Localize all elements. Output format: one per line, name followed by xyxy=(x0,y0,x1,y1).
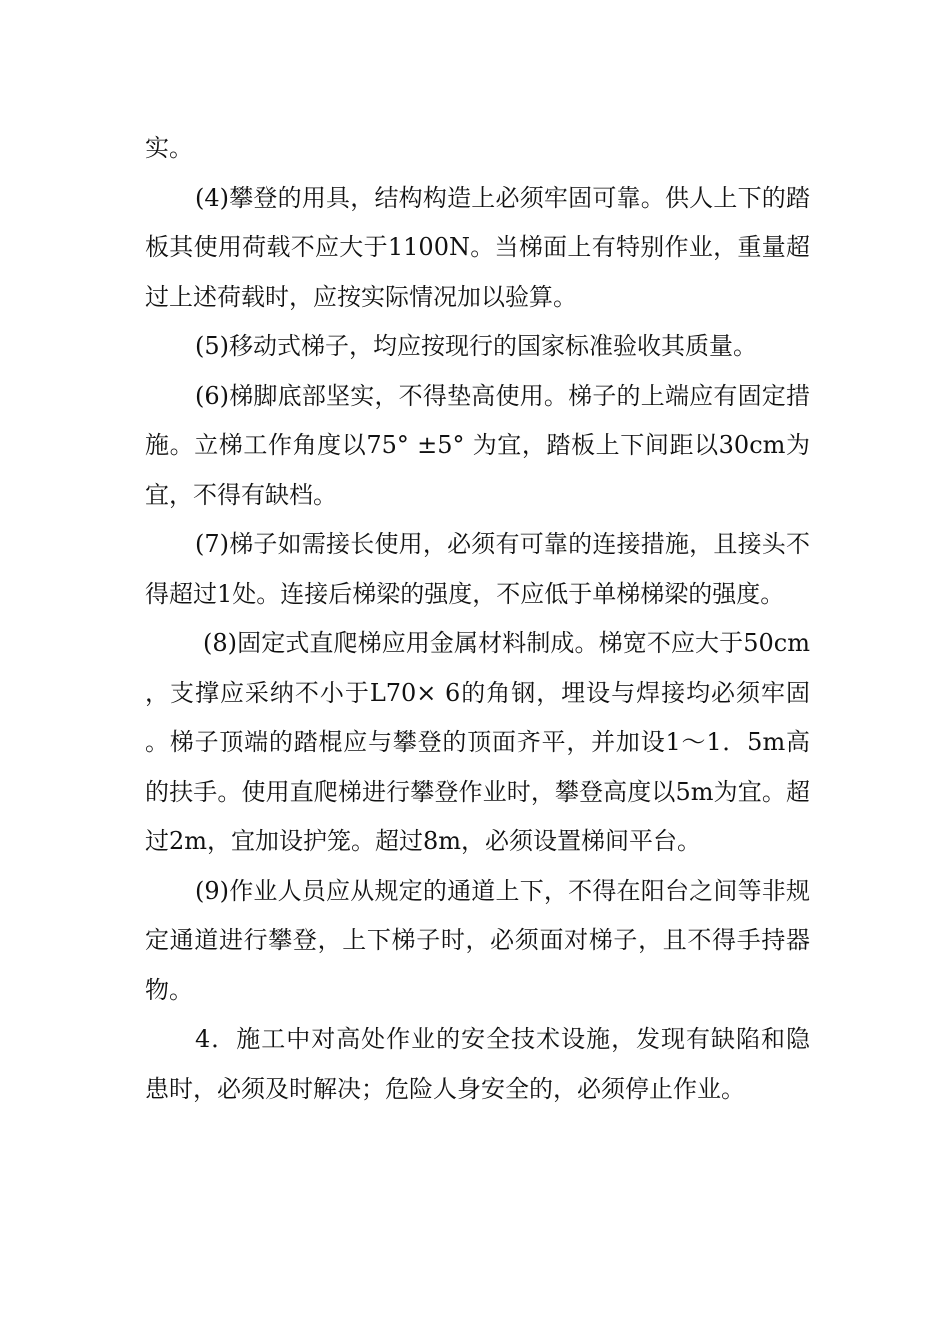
paragraph-continuation: 实。 xyxy=(145,134,193,162)
paragraph-section-4: 4．施工中对高处作业的安全技术设施，发现有缺陷和隐患时，必须及时解决；危险人身安全的，必须停止作业。 xyxy=(145,1025,810,1103)
paragraph-item-9: (9)作业人员应从规定的通道上下，不得在阳台之间等非规定通道进行攀登，上下梯子时，必须面对梯子，且不得手持器物。 xyxy=(145,876,810,1004)
paragraph-item-5: (5)移动式梯子，均应按现行的国家标准验收其质量。 xyxy=(195,332,757,360)
paragraph-item-6: (6)梯脚底部坚实，不得垫高使用。梯子的上端应有固定措施。立梯工作角度以75° ±5° 为宜，踏板上下间距以30cm为宜，不得有缺档。 xyxy=(145,381,810,509)
paragraph-item-8: (8)固定式直爬梯应用金属材料制成。梯宽不应大于50cm，支撑应采纳不小于L70× 6的角钢，埋设与焊接均必须牢固。梯子顶端的踏棍应与攀登的顶面齐平，并加设1～1．5m高的扶手。使用直爬梯进行攀登作业时，攀登高度以5m为宜。超过2m，宜加设护笼。超过8m，必须设置梯间平台。 xyxy=(145,629,810,855)
paragraph-item-4: (4)攀登的用具，结构构造上必须牢固可靠。供人上下的踏板其使用荷载不应大于1100N。当梯面上有特别作业，重量超过上述荷载时，应按实际情况加以验算。 xyxy=(145,183,810,311)
paragraph-item-7: (7)梯子如需接长使用，必须有可靠的连接措施，且接头不得超过1处。连接后梯梁的强度，不应低于单梯梯梁的强度。 xyxy=(145,530,810,608)
document-body xyxy=(145,124,810,1114)
